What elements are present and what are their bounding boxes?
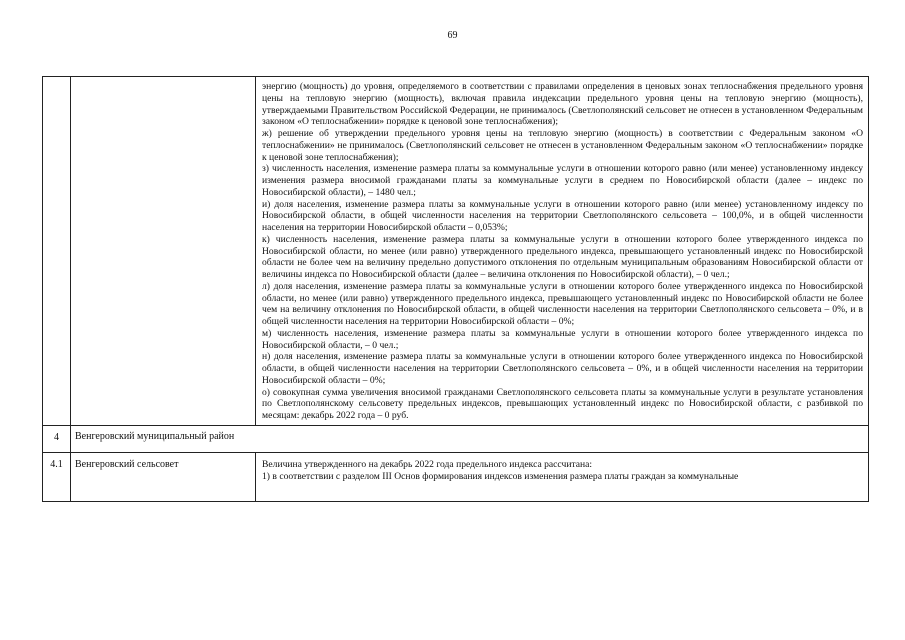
paragraph: Величина утвержденного на декабрь 2022 года предельного индекса рассчитана: xyxy=(262,458,593,470)
municipality-name-cell xyxy=(71,77,256,426)
paragraph: энергию (мощность) до уровня, определяемого в соответствии с правилами определения в ценовых зонах теплоснабжения предельного уровня цены на тепловую энергию (мощность), включая правила индексации предельного уровня цены на тепловую энергию (мощность), утверждаемыми Правительством Российской Федерации, не принималось (Светлополянский сельсовет не отнесен в установленном Федеральным законом «О теплоснабжении» порядке к ценовой зоне теплоснабжения); xyxy=(262,81,863,128)
row-number-cell: 4 xyxy=(43,425,71,452)
paragraph: з) численность населения, изменение размера платы за коммунальные услуги в отношении которого равно (или менее) установленному индексу изменения размера вносимой гражданами платы за коммунальные услуги в среднем по Новосибирской области (далее – индекс по Новосибирской области), – 1480 чел.; xyxy=(262,163,863,198)
paragraph: о) совокупная сумма увеличения вносимой гражданами Светлополянского сельсовета платы за коммунальные услуги в результате установления по Светлополянскому сельсовету предельных индексов, превышающих установленный индекс по Новосибирской области, с разбивкой по месяцам: декабрь 2022 года – 0 руб. xyxy=(262,386,863,421)
description-cell xyxy=(256,77,869,426)
paragraph: к) численность населения, изменение размера платы за коммунальные услуги в отношении которого более утвержденного индекса по Новосибирской области, но менее (или равно) утвержденного предельного индекса, превышающего установленный индекс по Новосибирской области не более чем на величину предельно допустимого отклонения по отдельным муниципальным образованиям Новосибирской области от величины индекса по Новосибирской области (далее – величина отклонения по Новосибирской области), – 0 чел.; xyxy=(262,233,863,280)
paragraph: н) доля населения, изменение размера платы за коммунальные услуги в отношении которого более утвержденного индекса по Новосибирской области, в общей численности населения на территории Светлополянского сельсовета – 0%, и в общей численности населения на территории Новосибирской области – 0%; xyxy=(262,351,863,386)
district-title-cell: Венгеровский муниципальный район xyxy=(71,425,869,452)
paragraph: и) доля населения, изменение размера платы за коммунальные услуги в отношении которого равно (или менее) установленному индексу по Новосибирской области, в общей численности населения на территории Светлополянского сельсовета – 100,0%, и в общей численности населения на территории Новосибирской области – 0,053%; xyxy=(262,198,863,233)
paragraph: 1) в соответствии с разделом III Основ формирования индексов изменения размера платы граждан за коммунальные xyxy=(262,470,739,482)
paragraph: л) доля населения, изменение размера платы за коммунальные услуги в отношении которого более утвержденного индекса по Новосибирской области, но менее (или равно) утвержденного предельного индекса, превышающего установленный индекс по Новосибирской области не более чем на величину отклонения по Новосибирской области, в общей численности населения на территории Светлополянского сельсовета – 0%, и в общей численности населения на территории Новосибирской области – 0%; xyxy=(262,280,863,327)
description-cell xyxy=(256,452,869,501)
page-number: 69 xyxy=(447,30,458,41)
table-row xyxy=(43,425,869,452)
document-table xyxy=(42,76,869,502)
row-number-cell: 4.1 xyxy=(43,452,71,501)
table-row xyxy=(43,452,869,501)
paragraph: ж) решение об утверждении предельного уровня цены на тепловую энергию (мощность) в соответствии с Федеральным законом «О теплоснабжении» не принималось (Светлополянский сельсовет не отнесен в установленном Федеральным законом «О теплоснабжении» порядке к ценовой зоне теплоснабжения); xyxy=(262,128,863,163)
municipality-name-cell: Венгеровский сельсовет xyxy=(71,452,256,501)
row-number-cell xyxy=(43,77,71,426)
paragraph: м) численность населения, изменение размера платы за коммунальные услуги в отношении которого более утвержденного индекса по Новосибирской области, – 0 чел.; xyxy=(262,327,863,351)
table-row xyxy=(43,77,869,426)
